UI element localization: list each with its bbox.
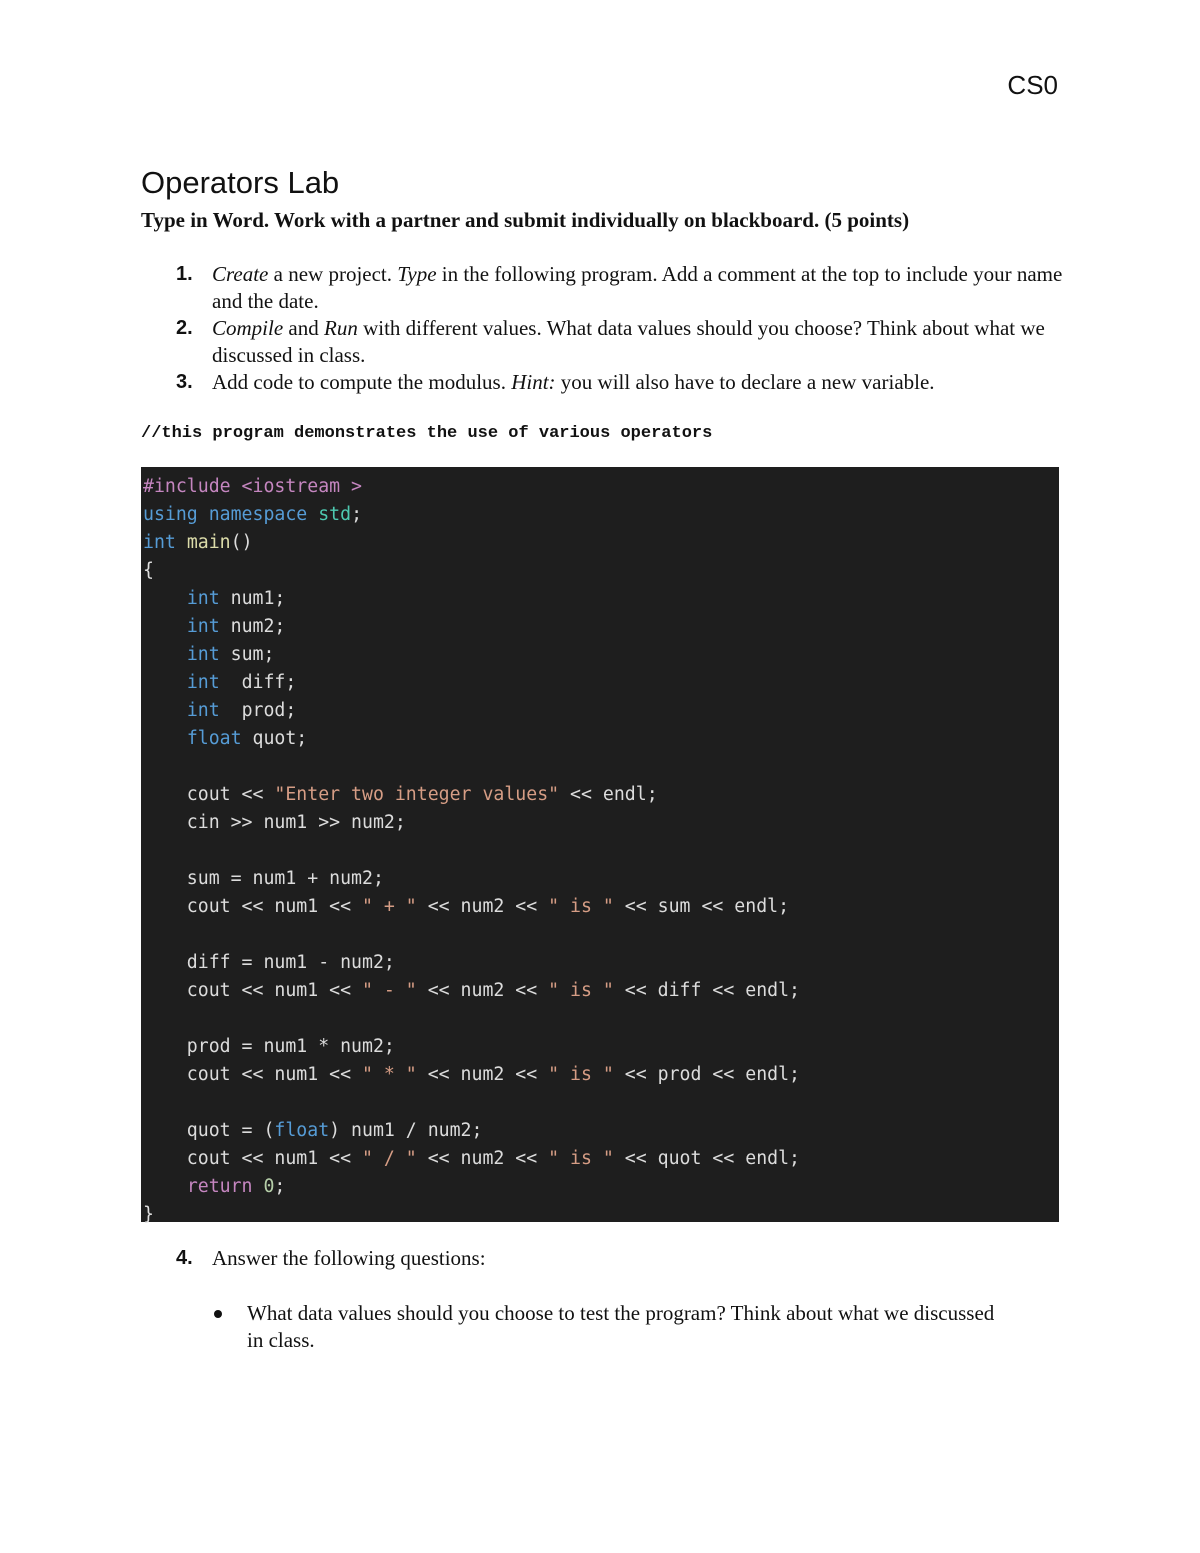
code-keyword: int [186, 644, 220, 665]
code-block [141, 467, 1059, 1225]
code-keyword: float [186, 728, 242, 749]
question-4-text: Answer the following questions: [212, 1246, 486, 1270]
code-keyword: namespace [208, 504, 308, 525]
code-string: " * " [362, 1064, 417, 1085]
code-include: #include <iostream > [143, 476, 362, 497]
step-item [141, 261, 1071, 315]
code-string: " is " [548, 1064, 614, 1085]
bullet-icon [214, 1310, 222, 1318]
code-string: " is " [548, 1148, 614, 1169]
code-string: " is " [548, 896, 614, 917]
step-number: 1. [176, 263, 193, 285]
step-item [141, 315, 1071, 369]
step-emphasis: Type [397, 262, 437, 286]
step-number: 3. [176, 371, 193, 393]
code-keyword: float [274, 1120, 330, 1141]
steps-list [141, 261, 1071, 396]
step-text: Add code to compute the modulus. [212, 370, 512, 394]
step-emphasis: Create [212, 262, 269, 286]
code-comment: //this program demonstrates the use of various operators [141, 424, 713, 443]
step-text: you will also have to declare a new variable. [555, 370, 935, 394]
step-emphasis: Hint: [511, 370, 556, 394]
code-keyword: int [186, 672, 220, 693]
code-keyword: using [143, 504, 198, 525]
code-string: " + " [362, 896, 417, 917]
code-number: 0 [263, 1176, 275, 1197]
code-string: " / " [362, 1148, 417, 1169]
course-label: CS0 [1007, 70, 1058, 100]
code-string: " - " [362, 980, 417, 1001]
code-keyword: int [186, 588, 220, 609]
page-title: Operators Lab [141, 165, 340, 200]
step-emphasis: Compile [212, 316, 284, 340]
step-text: in the following program. Add a comment at the top to include your name and the date. [212, 262, 1063, 313]
code-keyword: int [186, 700, 220, 721]
code-listing: #include <iostream > using namespace std; int main() { int num1; int num2; int sum; int diff; int prod; float quot; cout << "Enter two integer values" << endl; cin >> num1 >> num2; sum = num1 + num2; cout << num1 << " + " << num2 << " is " << sum << endl; diff = num1 - num2; cout << num1 << " - " << num2 << " is " << diff << endl; prod = num1 * num2; cout << num1 << " * " << num2 << " is " << prod << endl; quot = (float) num1 / num2; cout << num1 << " / " << num2 << " is " << quot << endl; return 0; } [143, 476, 801, 1225]
bullet-text: What data values should you choose to test the program? Think about what we discussed in class. [247, 1301, 995, 1352]
step-text: and [283, 316, 324, 340]
step-number: 4. [176, 1247, 193, 1269]
step-text: a new project. [268, 262, 398, 286]
code-keyword: return [186, 1176, 253, 1197]
code-namespace: std [318, 504, 352, 525]
step-emphasis: Run [324, 316, 358, 340]
code-keyword: int [186, 616, 220, 637]
code-keyword: int [143, 532, 176, 553]
code-string: "Enter two integer values" [274, 784, 560, 805]
step-text: with different values. What data values should you choose? Think about what we discussed in class. [212, 316, 1045, 367]
code-function: main [186, 532, 231, 553]
step-item [141, 369, 1071, 396]
code-string: " is " [548, 980, 614, 1001]
question-4 [141, 1245, 1071, 1272]
step-number: 2. [176, 317, 193, 339]
assignment-instructions: Type in Word. Work with a partner and submit individually on blackboard. (5 points) [141, 208, 910, 232]
list-item [141, 1300, 1001, 1354]
